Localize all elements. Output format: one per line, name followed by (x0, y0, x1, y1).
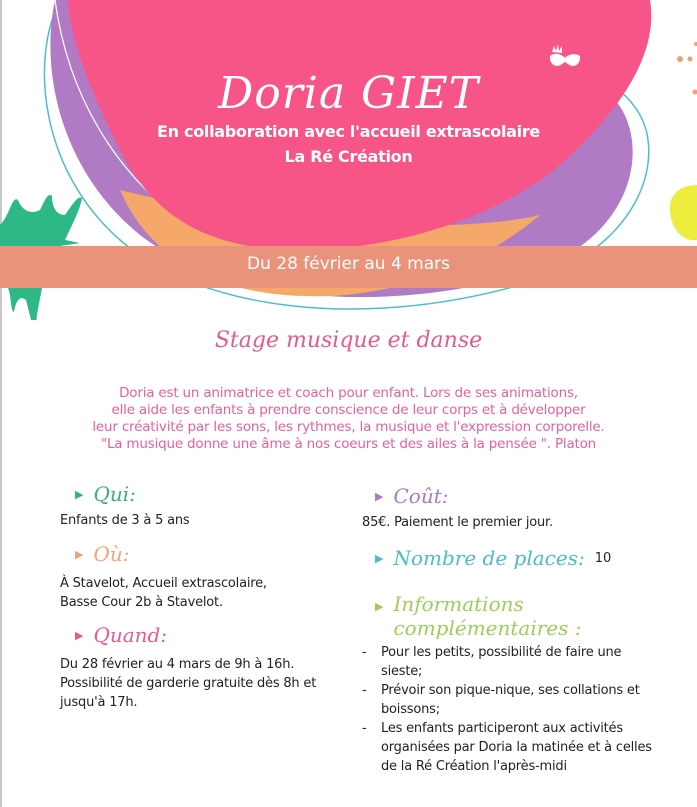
section-quand-text (60, 655, 316, 712)
section-places-heading (375, 546, 611, 570)
infos-list (360, 643, 660, 776)
text-line: Du 28 février au 4 mars de 9h à 16h. (60, 657, 295, 672)
list-item: - Pour les petits, possibilité de faire une sieste; (360, 643, 660, 681)
intro-line: leur créativité par les sons, les rythmes, la musique et l'expression corporelle. (92, 419, 605, 435)
subtitle-partner: La Ré Création (284, 147, 413, 166)
triangle-bullet-icon: ▶ (75, 628, 84, 642)
list-item: - Les enfants participeront aux activités organisées par Doria la matinée et à celles de la Ré Création l'après-midi (360, 719, 660, 776)
section-cout-text: 85€. Paiement le premier jour. (362, 515, 553, 530)
text-line: jusqu'à 17h. (60, 695, 138, 710)
triangle-bullet-icon: ▶ (375, 551, 384, 565)
yellow-paint-splash (670, 185, 697, 240)
triangle-bullet-icon: ▶ (75, 547, 84, 561)
list-item: - Prévoir son pique-nique, ses collations et boissons; (360, 681, 660, 719)
section-qui-heading (75, 482, 136, 506)
intro-line: Doria est un animatrice et coach pour enfant. Lors de ses animations, (119, 385, 578, 401)
triangle-bullet-icon: ▶ (375, 600, 384, 613)
section-ou-heading (75, 542, 129, 566)
section-qui-text: Enfants de 3 à 5 ans (60, 513, 190, 528)
date-range: Du 28 février au 4 mars (246, 254, 450, 274)
section-infos-heading (375, 592, 582, 640)
subtitle-collaboration: En collaboration avec l'accueil extrascolaire (157, 122, 540, 141)
page-title: Doria GIET (217, 68, 480, 119)
section-label: Qui: (93, 482, 136, 506)
intro-line: elle aide les enfants à prendre conscience de leur corps et à développer (111, 402, 586, 418)
text-line: Basse Cour 2b à Stavelot. (60, 595, 223, 610)
section-label: complémentaires : (393, 616, 582, 640)
section-quand-heading (75, 623, 167, 647)
section-label: Coût: (393, 484, 449, 508)
text-line: À Stavelot, Accueil extrascolaire, (60, 576, 267, 591)
text-line: Possibilité de garderie gratuite dès 8h et (60, 676, 317, 691)
triangle-bullet-icon: ▶ (375, 489, 384, 503)
section-cout-heading (375, 484, 448, 508)
section-label: Quand: (93, 623, 168, 647)
section-label: Nombre de places: (393, 546, 585, 570)
triangle-bullet-icon: ▶ (75, 487, 84, 501)
intro-paragraph (0, 385, 697, 453)
section-label: Où: (93, 542, 130, 566)
section-ou-text (60, 574, 267, 612)
section-label: Informations (393, 592, 524, 616)
intro-line: "La musique donne une âme à nos coeurs et des ailes à la pensée ". Platon (100, 436, 597, 452)
stage-title: Stage musique et danse (214, 328, 483, 353)
places-value: 10 (594, 550, 612, 566)
